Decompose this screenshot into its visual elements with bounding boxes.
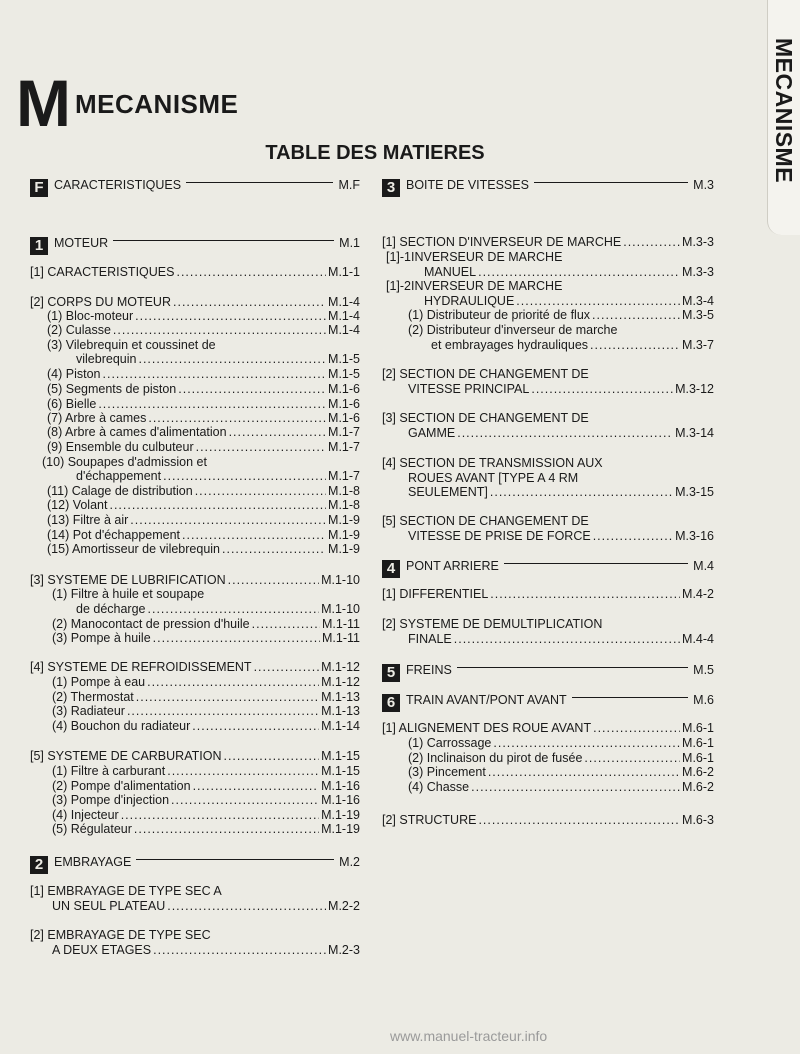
- toc-entry-line: [1]-2INVERSEUR DE MARCHE: [386, 279, 563, 293]
- leader-dots: [254, 660, 320, 674]
- chapter-4-icon: 4: [382, 560, 400, 578]
- entry-page: M.1-6: [328, 411, 360, 425]
- leader-dots: [167, 764, 319, 778]
- leader-dots: [147, 675, 319, 689]
- entry-label: (3) Radiateur: [52, 704, 125, 718]
- toc-subentry[interactable]: [47, 367, 360, 381]
- entry-label: [4] SYSTEME DE REFROIDISSEMENT: [30, 660, 252, 674]
- toc-subentry[interactable]: [47, 498, 360, 512]
- entry-label: (14) Pot d'échappement: [47, 528, 181, 542]
- leader-dots: [171, 793, 319, 807]
- toc-subentry[interactable]: [52, 793, 360, 807]
- toc-entry[interactable]: [30, 660, 360, 674]
- entry-page: M.1: [339, 236, 360, 250]
- leader-dots: [454, 632, 680, 646]
- toc-entry[interactable]: [52, 943, 360, 957]
- leader-dots: [167, 899, 326, 913]
- chapter-6-icon: 6: [382, 694, 400, 712]
- entry-label: [1] ALIGNEMENT DES ROUE AVANT: [382, 721, 592, 735]
- toc-entry[interactable]: [52, 899, 360, 913]
- entry-label: (1) Carrossage: [408, 736, 492, 750]
- toc-subentry-line: (2) Distributeur d'inverseur de marche: [408, 323, 618, 337]
- leader-dots: [488, 765, 680, 779]
- entry-page: M.1-13: [321, 690, 360, 704]
- entry-label: (3) Pincement: [408, 765, 486, 779]
- leader-dots: [103, 367, 327, 381]
- entry-page: M.1-7: [328, 440, 360, 454]
- leader-dots: [176, 265, 326, 279]
- entry-label: GAMME: [408, 426, 456, 440]
- toc-entry[interactable]: [382, 813, 714, 827]
- toc-subentry-line: (10) Soupapes d'admission et: [42, 455, 207, 469]
- chapter-5-icon: 5: [382, 664, 400, 682]
- leader-dots: [478, 265, 680, 279]
- entry-label: VITESSE DE PRISE DE FORCE: [408, 529, 591, 543]
- toc-subentry[interactable]: [431, 338, 714, 352]
- leader-dots: [113, 323, 326, 337]
- entry-label: (8) Arbre à cames d'alimentation: [47, 425, 227, 439]
- toc-subentry[interactable]: [52, 631, 360, 645]
- leader-dots: [136, 859, 334, 860]
- toc-subentry[interactable]: [47, 382, 360, 396]
- side-tab-label: MECANISME: [771, 38, 797, 184]
- leader-dots: [153, 943, 326, 957]
- leader-dots: [478, 813, 680, 827]
- entry-label: (5) Régulateur: [52, 822, 132, 836]
- entry-page: M.1-11: [322, 631, 360, 645]
- leader-dots: [490, 485, 673, 499]
- toc-subentry[interactable]: [76, 602, 360, 616]
- entry-page: M.1-6: [328, 382, 360, 396]
- toc-subentry[interactable]: [76, 469, 360, 483]
- leader-dots: [163, 469, 326, 483]
- entry-page: M.4-4: [682, 632, 714, 646]
- toc-title: TABLE DES MATIERES: [265, 142, 485, 164]
- toc-entry[interactable]: [30, 295, 360, 309]
- entry-page: M.1-5: [328, 367, 360, 381]
- entry-label: BOITE DE VITESSES: [406, 178, 529, 192]
- entry-page: M.5: [693, 663, 714, 677]
- leader-dots: [584, 751, 680, 765]
- entry-page: M.1-4: [328, 295, 360, 309]
- leader-dots: [195, 484, 326, 498]
- leader-dots: [136, 690, 319, 704]
- leader-dots: [223, 749, 319, 763]
- entry-page: M.1-11: [322, 617, 360, 631]
- entry-label: vilebrequin: [76, 352, 137, 366]
- entry-label: MANUEL: [424, 265, 477, 279]
- entry-page: M.1-9: [328, 513, 360, 527]
- leader-dots: [590, 338, 680, 352]
- leader-dots: [493, 736, 680, 750]
- toc-entry-line: [4] SECTION DE TRANSMISSION AUX: [382, 456, 603, 470]
- toc-entry-line: ROUES AVANT [TYPE A 4 RM: [408, 471, 579, 485]
- entry-page: M.6-2: [682, 765, 714, 779]
- toc-subentry[interactable]: [47, 440, 360, 454]
- entry-label: HYDRAULIQUE: [424, 294, 515, 308]
- leader-dots: [178, 382, 326, 396]
- toc-subentry[interactable]: [52, 764, 360, 778]
- leader-dots: [531, 382, 673, 396]
- entry-page: M.1-16: [321, 793, 360, 807]
- entry-page: M.2-2: [328, 899, 360, 913]
- entry-label: [1] SECTION D'INVERSEUR DE MARCHE: [382, 235, 622, 249]
- entry-label: (9) Ensemble du culbuteur: [47, 440, 194, 454]
- entry-page: M.1-7: [328, 469, 360, 483]
- leader-dots: [127, 704, 319, 718]
- toc-subentry[interactable]: [76, 352, 360, 366]
- entry-label: (4) Chasse: [408, 780, 470, 794]
- entry-page: M.3-3: [682, 265, 714, 279]
- entry-label: (1) Filtre à carburant: [52, 764, 166, 778]
- leader-dots: [193, 779, 320, 793]
- entry-label: MOTEUR: [54, 236, 109, 250]
- entry-label: de décharge: [76, 602, 146, 616]
- entry-page: M.1-12: [321, 660, 360, 674]
- entry-label: (3) Pompe à huile: [52, 631, 151, 645]
- entry-page: M.3-16: [675, 529, 714, 543]
- leader-dots: [222, 542, 326, 556]
- entry-label: [2] CORPS DU MOTEUR: [30, 295, 171, 309]
- entry-page: M.1-8: [328, 484, 360, 498]
- entry-label: [2] STRUCTURE: [382, 813, 477, 827]
- entry-page: M.1-19: [321, 822, 360, 836]
- toc-entry[interactable]: [408, 426, 714, 440]
- entry-page: M.2: [339, 855, 360, 869]
- entry-label: [3] SYSTEME DE LUBRIFICATION: [30, 573, 226, 587]
- entry-label: FREINS: [406, 663, 452, 677]
- entry-label: (11) Calage de distribution: [47, 484, 193, 498]
- entry-page: M.1-15: [321, 764, 360, 778]
- leader-dots: [228, 573, 319, 587]
- toc-entry[interactable]: [408, 529, 714, 543]
- toc-entry-line: [2] SECTION DE CHANGEMENT DE: [382, 367, 589, 381]
- entry-page: M.3-3: [682, 235, 714, 249]
- entry-label: TRAIN AVANT/PONT AVANT: [406, 693, 567, 707]
- leader-dots: [186, 182, 333, 183]
- entry-label: (12) Volant: [47, 498, 108, 512]
- entry-label: UN SEUL PLATEAU: [52, 899, 166, 913]
- toc-entry-line: [2] SYSTEME DE DEMULTIPLICATION: [382, 617, 603, 631]
- leader-dots: [192, 719, 319, 733]
- entry-page: M.1-4: [328, 309, 360, 323]
- toc-subentry[interactable]: [47, 542, 360, 556]
- entry-label: (2) Thermostat: [52, 690, 134, 704]
- entry-label: VITESSE PRINCIPAL: [408, 382, 530, 396]
- entry-label: et embrayages hydrauliques: [431, 338, 589, 352]
- toc-entry[interactable]: [382, 587, 714, 601]
- chapter-3-icon: 3: [382, 179, 400, 197]
- toc-entry[interactable]: [30, 265, 360, 279]
- entry-page: M.6-1: [682, 751, 714, 765]
- leader-dots: [504, 563, 688, 564]
- toc-subentry[interactable]: [408, 736, 714, 750]
- entry-label: (4) Injecteur: [52, 808, 119, 822]
- entry-page: M.4-2: [682, 587, 714, 601]
- toc-subentry[interactable]: [47, 425, 360, 439]
- chapter-f-icon: F: [30, 179, 48, 197]
- entry-page: M.1-9: [328, 542, 360, 556]
- leader-dots: [457, 667, 688, 668]
- entry-page: M.3-5: [682, 308, 714, 322]
- leader-dots: [182, 528, 326, 542]
- entry-page: M.3: [693, 178, 714, 192]
- entry-page: M.3-15: [675, 485, 714, 499]
- entry-label: (3) Pompe d'injection: [52, 793, 170, 807]
- entry-page: M.1-12: [321, 675, 360, 689]
- entry-label: (7) Arbre à cames: [47, 411, 147, 425]
- leader-dots: [471, 780, 680, 794]
- entry-page: M.1-19: [321, 808, 360, 822]
- entry-label: [1] CARACTERISTIQUES: [30, 265, 175, 279]
- entry-page: M.6-1: [682, 736, 714, 750]
- entry-label: (15) Amortisseur de vilebrequin: [47, 542, 220, 556]
- toc-subentry[interactable]: [47, 397, 360, 411]
- entry-page: M.1-10: [321, 573, 360, 587]
- toc-chapter-2[interactable]: [30, 853, 360, 871]
- toc-chapter-5[interactable]: [382, 661, 714, 679]
- toc-subentry[interactable]: [47, 323, 360, 337]
- entry-label: (4) Piston: [47, 367, 101, 381]
- leader-dots: [148, 602, 320, 616]
- toc-subentry[interactable]: [47, 513, 360, 527]
- toc-subentry[interactable]: [52, 704, 360, 718]
- entry-label: (2) Culasse: [47, 323, 111, 337]
- entry-label: CARACTERISTIQUES: [54, 178, 182, 192]
- entry-page: M.1-16: [321, 779, 360, 793]
- toc-entry-line: [1]-1INVERSEUR DE MARCHE: [386, 250, 563, 264]
- entry-label: [1] DIFFERENTIEL: [382, 587, 489, 601]
- entry-label: (1) Distributeur de priorité de flux: [408, 308, 591, 322]
- toc-subentry[interactable]: [52, 822, 360, 836]
- leader-dots: [134, 822, 319, 836]
- entry-label: (5) Segments de piston: [47, 382, 177, 396]
- entry-label: PONT ARRIERE: [406, 559, 499, 573]
- entry-page: M.4: [693, 559, 714, 573]
- toc-entry-line: [3] SECTION DE CHANGEMENT DE: [382, 411, 589, 425]
- entry-page: M.3-4: [682, 294, 714, 308]
- entry-label: (13) Filtre à air: [47, 513, 129, 527]
- leader-dots: [138, 352, 326, 366]
- toc-chapter-3[interactable]: [382, 176, 714, 194]
- entry-label: (2) Pompe d'alimentation: [52, 779, 191, 793]
- entry-page: M.1-6: [328, 397, 360, 411]
- toc-subentry[interactable]: [52, 719, 360, 733]
- entry-label: d'échappement: [76, 469, 162, 483]
- toc-entry[interactable]: [382, 721, 714, 735]
- toc-chapter-1[interactable]: [30, 234, 360, 252]
- footer-watermark: www.manuel-tracteur.info: [390, 1028, 548, 1044]
- entry-label: EMBRAYAGE: [54, 855, 132, 869]
- toc-chapter-f[interactable]: [30, 176, 360, 194]
- toc-subentry-line: (1) Filtre à huile et soupape: [52, 587, 205, 601]
- toc-subentry[interactable]: [52, 675, 360, 689]
- leader-dots: [109, 498, 326, 512]
- entry-label: FINALE: [408, 632, 452, 646]
- leader-dots: [113, 240, 334, 241]
- leader-dots: [98, 397, 326, 411]
- toc-subentry[interactable]: [47, 484, 360, 498]
- entry-page: M.6-1: [682, 721, 714, 735]
- toc-subentry[interactable]: [52, 779, 360, 793]
- toc-entry[interactable]: [30, 573, 360, 587]
- leader-dots: [490, 587, 680, 601]
- leader-dots: [572, 697, 688, 698]
- toc-subentry[interactable]: [47, 411, 360, 425]
- entry-page: M.1-10: [321, 602, 360, 616]
- entry-label: (6) Bielle: [47, 397, 97, 411]
- entry-page: M.6-3: [682, 813, 714, 827]
- entry-label: (4) Bouchon du radiateur: [52, 719, 191, 733]
- entry-page: M.3-12: [675, 382, 714, 396]
- leader-dots: [593, 529, 673, 543]
- toc-subentry[interactable]: [52, 808, 360, 822]
- entry-page: M.6: [693, 693, 714, 707]
- entry-page: M.1-5: [328, 352, 360, 366]
- leader-dots: [135, 309, 326, 323]
- toc-subentry[interactable]: [408, 780, 714, 794]
- entry-label: [5] SYSTEME DE CARBURATION: [30, 749, 222, 763]
- leader-dots: [173, 295, 326, 309]
- section-letter: M: [16, 66, 71, 140]
- leader-dots: [229, 425, 326, 439]
- leader-dots: [623, 235, 680, 249]
- chapter-1-icon: 1: [30, 237, 48, 255]
- entry-page: M.1-14: [321, 719, 360, 733]
- entry-page: M.6-2: [682, 780, 714, 794]
- page-title: MECANISME: [75, 89, 239, 119]
- entry-label: (1) Pompe à eau: [52, 675, 146, 689]
- entry-page: M.3-14: [675, 426, 714, 440]
- leader-dots: [148, 411, 326, 425]
- leader-dots: [457, 426, 673, 440]
- leader-dots: [593, 721, 680, 735]
- leader-dots: [516, 294, 680, 308]
- leader-dots: [130, 513, 326, 527]
- entry-page: M.1-8: [328, 498, 360, 512]
- toc-subentry[interactable]: [47, 528, 360, 542]
- toc-entry[interactable]: [408, 632, 714, 646]
- leader-dots: [534, 182, 688, 183]
- entry-label: SEULEMENT]: [408, 485, 488, 499]
- entry-page: M.1-4: [328, 323, 360, 337]
- entry-page: M.1-9: [328, 528, 360, 542]
- entry-page: M.F: [338, 178, 360, 192]
- toc-entry[interactable]: [30, 749, 360, 763]
- toc-entry-line: [1] EMBRAYAGE DE TYPE SEC A: [30, 884, 222, 898]
- toc-chapter-4[interactable]: [382, 557, 714, 575]
- entry-page: M.1-7: [328, 425, 360, 439]
- leader-dots: [153, 631, 320, 645]
- toc-entry[interactable]: [424, 265, 714, 279]
- entry-page: M.2-3: [328, 943, 360, 957]
- toc-subentry-line: (3) Vilebrequin et coussinet de: [47, 338, 216, 352]
- toc-entry-line: [2] EMBRAYAGE DE TYPE SEC: [30, 928, 211, 942]
- toc-entry[interactable]: [424, 294, 714, 308]
- toc-entry[interactable]: [408, 382, 714, 396]
- leader-dots: [252, 617, 320, 631]
- chapter-2-icon: 2: [30, 856, 48, 874]
- leader-dots: [592, 308, 680, 322]
- entry-label: (2) Inclinaison du pirot de fusée: [408, 751, 583, 765]
- toc-entry-line: [5] SECTION DE CHANGEMENT DE: [382, 514, 589, 528]
- toc-subentry[interactable]: [408, 308, 714, 322]
- toc-chapter-6[interactable]: [382, 691, 714, 709]
- toc-subentry[interactable]: [47, 309, 360, 323]
- entry-page: M.1-15: [321, 749, 360, 763]
- entry-label: (2) Manocontact de pression d'huile: [52, 617, 250, 631]
- toc-subentry[interactable]: [408, 765, 714, 779]
- toc-subentry[interactable]: [52, 617, 360, 631]
- leader-dots: [121, 808, 319, 822]
- entry-label: (1) Bloc-moteur: [47, 309, 134, 323]
- entry-label: A DEUX ETAGES: [52, 943, 152, 957]
- leader-dots: [196, 440, 326, 454]
- toc-entry[interactable]: [408, 485, 714, 499]
- toc-subentry[interactable]: [408, 751, 714, 765]
- entry-page: M.1-1: [328, 265, 360, 279]
- entry-page: M.1-13: [321, 704, 360, 718]
- toc-subentry[interactable]: [52, 690, 360, 704]
- entry-page: M.3-7: [682, 338, 714, 352]
- toc-entry[interactable]: [382, 235, 714, 249]
